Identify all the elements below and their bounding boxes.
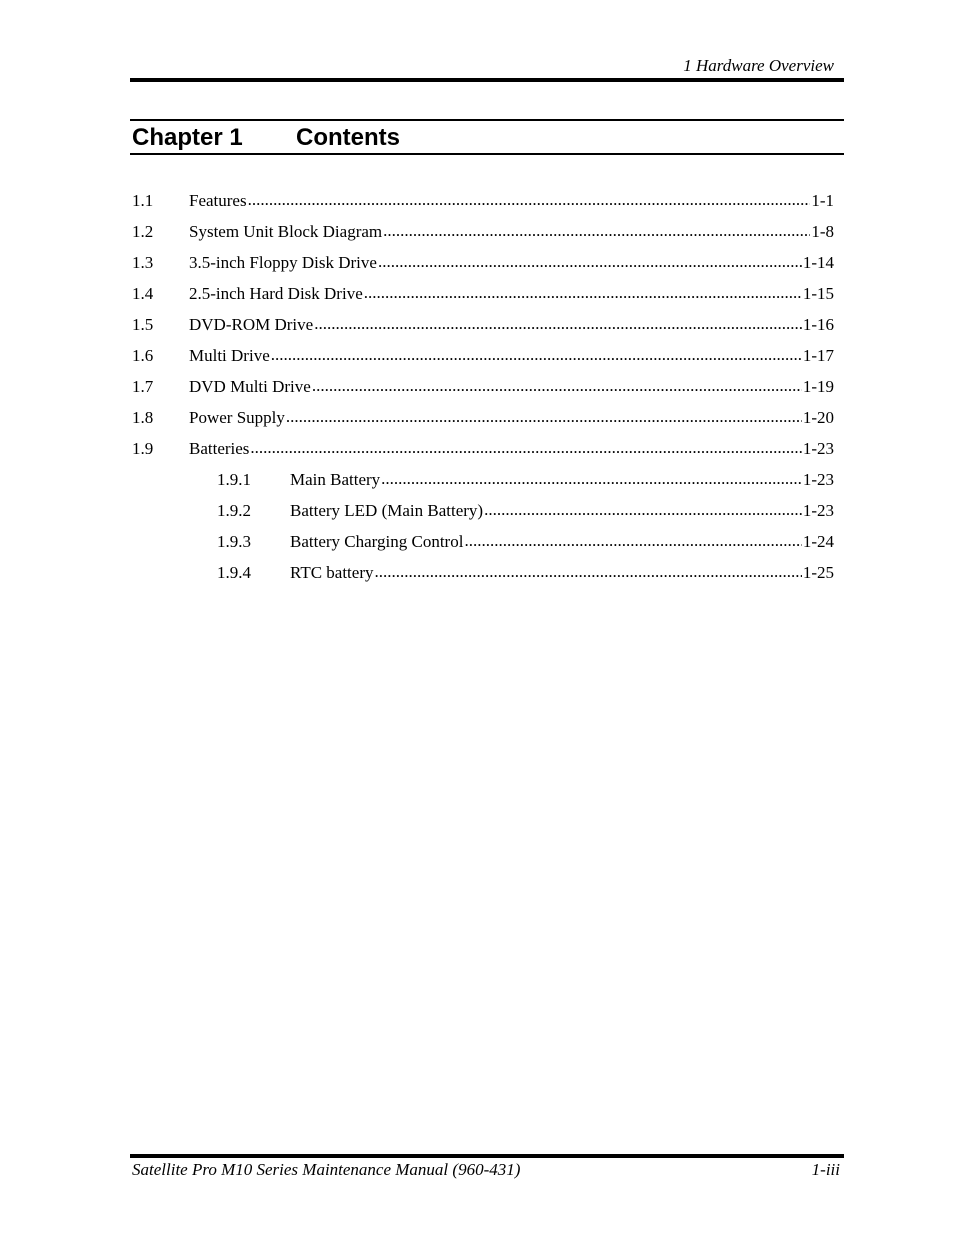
footer-page-number: 1-iii — [811, 1160, 840, 1179]
toc-leader-dots — [314, 310, 802, 330]
toc-title: RTC battery — [290, 563, 374, 582]
toc-leader-dots — [381, 465, 802, 485]
toc-page: 1-15 — [802, 284, 834, 303]
chapter-top-rule — [130, 119, 844, 121]
footer-rule — [130, 1154, 844, 1158]
toc-entry[interactable] — [132, 248, 834, 279]
toc-entry[interactable] — [132, 217, 834, 248]
toc-number: 1.3 — [132, 253, 154, 272]
toc-title: System Unit Block Diagram — [189, 222, 383, 241]
toc-leader-dots — [250, 434, 801, 454]
toc-leader-dots — [364, 279, 802, 299]
toc-title: DVD-ROM Drive — [189, 315, 314, 334]
toc-number: 1.9.1 — [217, 470, 251, 489]
toc-title: 3.5-inch Floppy Disk Drive — [189, 253, 377, 272]
toc-page: 1-19 — [802, 377, 834, 396]
toc-leader-dots — [375, 558, 802, 578]
toc-leader-dots — [286, 403, 802, 423]
toc-title: 2.5-inch Hard Disk Drive — [189, 284, 363, 303]
toc-leader-dots — [271, 341, 802, 361]
toc-number: 1.9.4 — [217, 563, 251, 582]
toc-leader-dots — [248, 186, 811, 206]
toc-entry[interactable] — [132, 310, 834, 341]
toc-number: 1.8 — [132, 408, 154, 427]
toc-number: 1.9.3 — [217, 532, 251, 551]
toc-entry[interactable] — [132, 372, 834, 403]
toc-leader-dots — [464, 527, 801, 547]
toc-number: 1.9 — [132, 439, 154, 458]
toc-title: Battery LED (Main Battery) — [290, 501, 484, 520]
toc-leader-dots — [312, 372, 802, 392]
toc-leader-dots — [383, 217, 810, 237]
toc-title: Multi Drive — [189, 346, 270, 365]
toc-subentry[interactable] — [132, 496, 834, 527]
toc-page: 1-25 — [802, 563, 834, 582]
toc-page: 1-1 — [811, 191, 834, 210]
toc-entry[interactable] — [132, 279, 834, 310]
header-rule — [130, 78, 844, 82]
toc-number: 1.2 — [132, 222, 154, 241]
toc-number: 1.7 — [132, 377, 154, 396]
toc-entry[interactable] — [132, 186, 834, 217]
toc-number: 1.1 — [132, 191, 154, 210]
chapter-bottom-rule — [130, 153, 844, 155]
toc-number: 1.5 — [132, 315, 154, 334]
toc-number: 1.9.2 — [217, 501, 251, 520]
toc-number: 1.4 — [132, 284, 154, 303]
toc-title: Main Battery — [290, 470, 381, 489]
toc-page: 1-23 — [802, 439, 834, 458]
table-of-contents — [132, 186, 834, 589]
toc-title: Batteries — [189, 439, 250, 458]
toc-entry[interactable] — [132, 403, 834, 434]
toc-page: 1-17 — [802, 346, 834, 365]
toc-entry[interactable] — [132, 434, 834, 465]
toc-leader-dots — [378, 248, 802, 268]
footer-manual-title: Satellite Pro M10 Series Maintenance Manual (960-431) — [132, 1160, 521, 1179]
toc-subentry[interactable] — [132, 558, 834, 589]
toc-leader-dots — [484, 496, 802, 516]
toc-page: 1-20 — [802, 408, 834, 427]
toc-page: 1-8 — [811, 222, 834, 241]
toc-title: DVD Multi Drive — [189, 377, 311, 396]
toc-page: 1-23 — [802, 470, 834, 489]
running-header: 1 Hardware Overview — [683, 56, 834, 75]
toc-subentry[interactable] — [132, 465, 834, 496]
toc-page: 1-23 — [802, 501, 834, 520]
toc-title: Features — [189, 191, 247, 210]
toc-entry[interactable] — [132, 341, 834, 372]
toc-title: Power Supply — [189, 408, 285, 427]
chapter-label: Chapter 1 — [132, 124, 243, 151]
toc-title: Battery Charging Control — [290, 532, 464, 551]
page-footer — [132, 1160, 840, 1180]
toc-page: 1-14 — [802, 253, 834, 272]
toc-page: 1-16 — [802, 315, 834, 334]
toc-number: 1.6 — [132, 346, 154, 365]
chapter-heading — [132, 122, 400, 154]
toc-subentry[interactable] — [132, 527, 834, 558]
toc-page: 1-24 — [802, 532, 834, 551]
chapter-title: Contents — [296, 124, 400, 151]
